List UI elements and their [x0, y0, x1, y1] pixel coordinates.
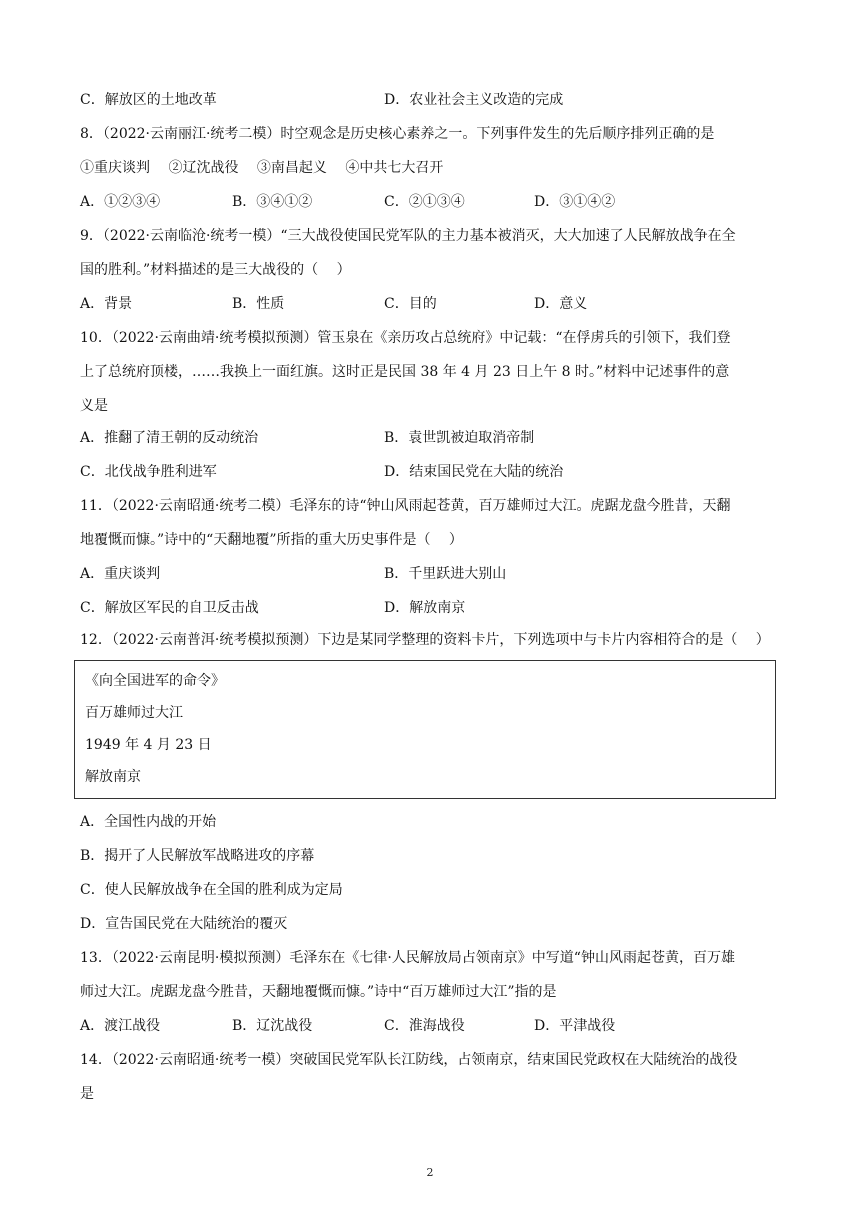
- q12-option-c: C．使人民解放战争在全国的胜利成为定局: [80, 882, 343, 898]
- q7-option-d: D．农业社会主义改造的完成: [384, 92, 564, 108]
- q10-option-b: B．袁世凯被迫取消帝制: [384, 430, 535, 446]
- q11-stem-line2: 地覆慨而慷。”诗中的“天翻地覆”所指的重大历史事件是（ ）: [80, 532, 463, 548]
- q10-option-a: A．推翻了清王朝的反动统治: [80, 430, 259, 446]
- q13-option-a: A．渡江战役: [80, 1018, 161, 1034]
- q8-option-d: D．③①④②: [534, 194, 616, 210]
- q12-option-a: A．全国性内战的开始: [80, 814, 217, 830]
- q9-option-b: B．性质: [232, 296, 285, 312]
- q13-stem-line2: 师过大江。虎踞龙盘今胜昔，天翻地覆慨而慷。”诗中“百万雄师过大江”指的是: [80, 984, 557, 1000]
- q8-option-a: A．①②③④: [80, 194, 161, 210]
- q8-items: ①重庆谈判 ②辽沈战役 ③南昌起义 ④中共七大召开: [80, 160, 444, 176]
- q8-option-b: B．③④①②: [232, 194, 313, 210]
- q8-option-c: C．②①③④: [384, 194, 465, 210]
- q12-option-b: B．揭开了人民解放军战略进攻的序幕: [80, 848, 315, 864]
- q12-option-d: D．宣告国民党在大陆统治的覆灭: [80, 916, 288, 932]
- q11-stem-line1: 11．（2022·云南昭通·统考二模）毛泽东的诗“钟山风雨起苍黄，百万雄师过大江。虎踞龙盘今胜昔，天翻: [80, 498, 731, 514]
- page-number: 2: [426, 1166, 434, 1179]
- q13-option-b: B．辽沈战役: [232, 1018, 313, 1034]
- q14-stem-line1: 14．（2022·云南昭通·统考一模）突破国民党军队长江防线，占领南京，结束国民党政权在大陆统治的战役: [80, 1052, 738, 1068]
- card-line: 解放南京: [85, 769, 141, 785]
- q12-stem: 12．（2022·云南普洱·统考模拟预测）下边是某同学整理的资料卡片，下列选项中与卡片内容相符合的是（ ）: [80, 632, 770, 648]
- q10-stem-line3: 义是: [80, 398, 108, 414]
- q11-option-a: A．重庆谈判: [80, 566, 161, 582]
- q9-stem-line1: 9．（2022·云南临沧·统考一模）“三大战役使国民党军队的主力基本被消灭，大大加速了人民解放战争在全: [80, 228, 736, 244]
- q13-stem-line1: 13．（2022·云南昆明·模拟预测）毛泽东在《七律·人民解放局占领南京》中写道“钟山风雨起苍黄，百万雄: [80, 950, 735, 966]
- q7-option-c: C．解放区的土地改革: [80, 92, 217, 108]
- q13-option-c: C．淮海战役: [384, 1018, 465, 1034]
- q9-option-a: A．背景: [80, 296, 133, 312]
- q10-option-c: C．北伐战争胜利进军: [80, 464, 217, 480]
- q10-option-d: D．结束国民党在大陆的统治: [384, 464, 564, 480]
- q11-option-d: D．解放南京: [384, 600, 466, 616]
- q9-stem-line2: 国的胜利。”材料描述的是三大战役的（ ）: [80, 262, 351, 278]
- q9-option-c: C．目的: [384, 296, 437, 312]
- card-line: 百万雄师过大江: [85, 705, 183, 721]
- q14-stem-line2: 是: [80, 1086, 94, 1102]
- data-card: [74, 660, 776, 799]
- q13-option-d: D．平津战役: [534, 1018, 616, 1034]
- q8-stem: 8．（2022·云南丽江·统考二模）时空观念是历史核心素养之一。下列事件发生的先后顺序排列正确的是: [80, 126, 715, 142]
- card-line: 1949 年 4 月 23 日: [85, 737, 212, 753]
- card-line: 《向全国进军的命令》: [85, 673, 225, 689]
- q10-stem-line1: 10．（2022·云南曲靖·统考模拟预测）管玉泉在《亲历攻占总统府》中记载：“在俘虏兵的引领下，我们登: [80, 330, 731, 346]
- q11-option-b: B．千里跃进大别山: [384, 566, 507, 582]
- q9-option-d: D．意义: [534, 296, 588, 312]
- q10-stem-line2: 上了总统府顶楼，……我换上一面红旗。这时正是民国 38 年 4 月 23 日上午 8 时。”材料中记述事件的意: [80, 364, 730, 380]
- q11-option-c: C．解放区军民的自卫反击战: [80, 600, 259, 616]
